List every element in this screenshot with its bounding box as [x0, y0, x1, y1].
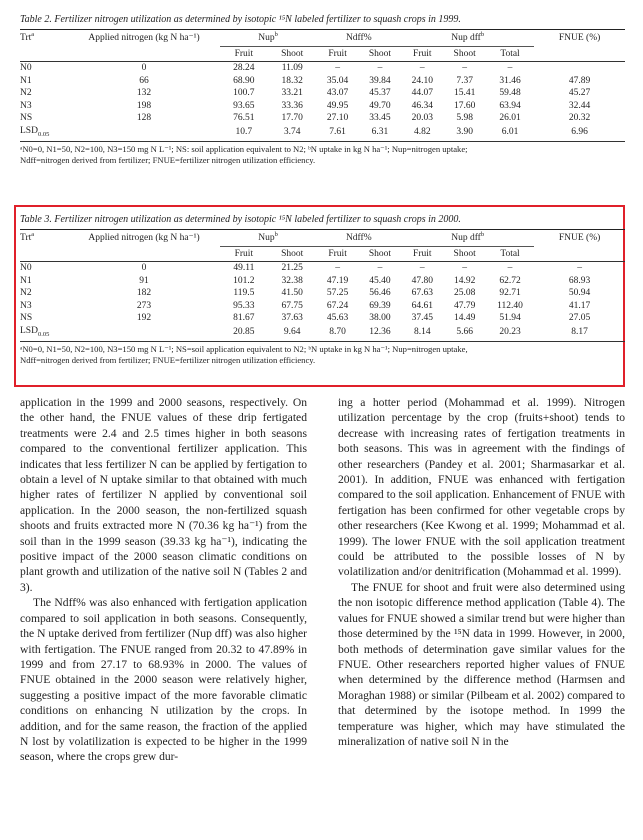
table-cell: 44.07: [411, 88, 433, 98]
table-cell: 15.41: [453, 88, 476, 98]
header-trt: Trt$^a$: [20, 31, 35, 44]
table-cell: 182: [136, 288, 152, 298]
table-cell: 62.72: [499, 275, 521, 286]
table-cell: 11.09: [281, 63, 303, 73]
table-cell: 6.96: [571, 127, 588, 138]
header-fnue: FNUE (%): [558, 33, 601, 44]
table-cell: 27.05: [568, 313, 591, 323]
table-2-title: Fertilizer nitrogen utilization as determined by isotopic ¹⁵N labeled fertilizer to squash crops in 1999.: [54, 14, 461, 25]
table-cell: 93.65: [233, 100, 255, 111]
table-cell: 49.11: [233, 263, 255, 273]
header-ndff: Ndff%: [316, 30, 401, 47]
header-shoot: Shoot: [268, 247, 316, 262]
table-row: [20, 125, 625, 141]
row-label: N0: [20, 63, 32, 73]
table-cell: 95.33: [233, 300, 255, 311]
table-cell: 6.01: [501, 127, 519, 138]
body-paragraph: The Ndff% was also enhanced with fertigation application compared to soil application in both seasons. Consequently, the N uptake derived from fertilizer (Nup dff) was also higher with fertigation. The FNUE ranged from 20.32 to 47.89% in 1999 and from 27.17 to 68.93% in 2000. The values of FNUE obtained in the 2000 season were relatively higher, suggesting a positive impact of the more favorable climatic conditions on enhancing N utilization by the crops. In addition, and for the same reason, the fraction of the applied N lost by volatilization is expected to be higher in the 1999 season, where the crops grew dur-: [20, 596, 307, 764]
table-cell: –: [419, 63, 425, 73]
table-2-caption: [20, 10, 625, 26]
header-nupdff: Nup dff$^b$: [401, 30, 534, 47]
table-cell: 33.36: [281, 100, 303, 111]
row-label: $LSD_{0.05}$: [20, 125, 50, 138]
body-column-right: [338, 395, 625, 749]
table-cell: 18.32: [281, 75, 303, 86]
table-cell: 59.48: [499, 88, 521, 98]
table-cell: 35.04: [326, 75, 349, 86]
header-fruit: Fruit: [220, 47, 268, 62]
table-row: [20, 275, 625, 288]
table-cell: 47.79: [453, 300, 476, 311]
table-cell: 47.89: [568, 75, 591, 86]
row-label: NS: [20, 313, 33, 323]
table-cell: 17.70: [281, 113, 303, 123]
table-3-footnote-line2: Ndff=nitrogen derived from fertilizer; FNUE=fertilizer nitrogen utilization efficiency.: [20, 354, 316, 365]
table-cell: 32.44: [568, 100, 591, 111]
table-cell: 17.60: [453, 100, 476, 111]
table-cell: [68, 325, 219, 341]
table-row: [20, 300, 625, 313]
header-fruit: Fruit: [401, 47, 443, 62]
table-cell: 112.40: [497, 300, 523, 311]
table-cell: 68.90: [233, 75, 255, 86]
table-row: [20, 262, 625, 275]
header-fruit: Fruit: [316, 247, 358, 262]
body-column-left: [20, 395, 307, 765]
table-cell: 27.10: [326, 113, 349, 123]
body-paragraph: ing a hotter period (Mohammad et al. 1999). Nitrogen utilization percentage by the crop (fruits+shoot) tends to decrease with increasing rates of fertigation treatments in both seasons. This was in agreement with the findings of other researchers (Pandey et al. 2001; Sharmasarkar et al. 2001). In addition, FNUE was enhanced with fertigation compared to the soil application. Enhancement of FNUE with fertigation has been confirmed for other vegetable crops by other researchers (Kee Kwong et al. 1999; Mohammad et al. 1999). The lower FNUE with the soil application treatment could be attributed to the possible losses of N by volatilization and/or denitrification (Mohammad et al. 1999).: [338, 396, 625, 579]
table-cell: 39.84: [369, 75, 391, 86]
table-cell: 68.93: [568, 275, 591, 286]
header-total: Total: [486, 247, 534, 262]
table-3: [20, 210, 625, 366]
table-2-footnote-line1: ᵃN0=0, N1=50, N2=100, N3=150 mg N L⁻¹; NS: soil application equivalent to N2; ᵇN uptake in kg N ha⁻¹; Nup=nitrogen uptake;: [20, 143, 468, 154]
table-cell: 5.66: [456, 327, 473, 338]
table-cell: –: [377, 263, 383, 273]
row-label: $LSD_{0.05}$: [20, 325, 50, 338]
table-cell: 45.63: [326, 313, 349, 323]
table-cell: 26.01: [499, 113, 521, 123]
table-cell: –: [577, 263, 582, 273]
table-cell: [68, 125, 219, 141]
header-fruit: Fruit: [401, 247, 443, 262]
row-label: N1: [20, 275, 32, 286]
header-applied: Applied nitrogen (kg N ha⁻¹): [88, 33, 200, 44]
table-row: [20, 100, 625, 113]
header-shoot: Shoot: [359, 247, 401, 262]
table-2-body: [20, 62, 625, 141]
table-cell: –: [462, 263, 468, 273]
table-cell: 45.40: [369, 275, 391, 286]
header-shoot: Shoot: [359, 47, 401, 62]
table-row: [20, 112, 625, 125]
row-label: N1: [20, 75, 32, 86]
table-cell: 46.34: [411, 100, 433, 111]
table-cell: 21.25: [281, 263, 303, 273]
table-cell: 81.67: [233, 313, 255, 323]
table-cell: 3.74: [283, 127, 301, 138]
table-3-grid: [20, 230, 625, 341]
table-cell: 119.5: [233, 288, 255, 298]
table-cell: 51.94: [499, 313, 521, 323]
table-cell: 24.10: [411, 75, 433, 86]
table-cell: 67.63: [411, 288, 433, 298]
table-cell: 3.90: [456, 127, 473, 138]
table-cell: 20.03: [411, 113, 433, 123]
header-total: Total: [486, 47, 534, 62]
header-fnue: FNUE (%): [558, 233, 601, 244]
table-cell: 10.7: [235, 127, 253, 138]
table-cell: 7.61: [329, 127, 346, 138]
table-cell: –: [335, 263, 340, 273]
header-fruit: Fruit: [316, 47, 358, 62]
header-fruit: Fruit: [220, 247, 268, 262]
table-cell: 28.24: [233, 63, 255, 73]
table-cell: 20.85: [233, 327, 255, 338]
table-cell: 9.64: [283, 327, 301, 338]
table-cell: 0: [141, 63, 147, 73]
table-cell: [534, 62, 625, 75]
table-cell: 7.37: [456, 75, 473, 86]
table-2-label: Table 2.: [20, 14, 52, 25]
table-2-footnote: [20, 144, 625, 166]
table-cell: 12.36: [369, 327, 391, 338]
table-cell: 50.94: [568, 288, 591, 298]
table-cell: 64.61: [411, 300, 433, 311]
header-nup: Nup$^b$: [220, 30, 317, 47]
table-row: [20, 75, 625, 88]
header-shoot: Shoot: [443, 47, 485, 62]
table-cell: 33.45: [369, 113, 391, 123]
table-cell: 5.98: [456, 113, 473, 123]
table-cell: 198: [136, 100, 152, 111]
table-cell: –: [462, 63, 468, 73]
table-cell: 49.95: [326, 100, 349, 111]
lsd-subscript: 0.05: [37, 130, 50, 138]
table-cell: 8.14: [413, 327, 431, 338]
table-3-footnote: [20, 344, 625, 366]
table-cell: 31.46: [499, 75, 521, 86]
table-cell: 132: [136, 88, 152, 98]
table-cell: 38.00: [369, 313, 391, 323]
table-2-footnote-line2: Ndff=nitrogen derived from fertilizer; FNUE=fertilizer nitrogen utilization efficiency.: [20, 154, 316, 165]
table-cell: 43.07: [326, 88, 349, 98]
table-cell: –: [419, 263, 425, 273]
table-cell: 37.63: [281, 313, 303, 323]
table-cell: 273: [136, 300, 152, 311]
lsd-subscript: 0.05: [37, 330, 50, 338]
table-cell: 56.46: [369, 288, 391, 298]
table-cell: 69.39: [369, 300, 391, 311]
table-cell: 14.92: [453, 275, 476, 286]
table-cell: 63.94: [499, 100, 521, 111]
table-cell: 66: [139, 75, 149, 86]
header-ndff: Ndff%: [316, 230, 401, 247]
table-cell: 45.37: [369, 88, 391, 98]
table-row: [20, 62, 625, 75]
table-cell: 47.80: [411, 275, 433, 286]
table-cell: 47.19: [326, 275, 349, 286]
table-3-body: [20, 262, 625, 341]
row-label: N0: [20, 263, 32, 273]
table-cell: 0: [141, 263, 147, 273]
table-cell: 192: [136, 313, 152, 323]
table-3-caption: [20, 210, 625, 226]
table-cell: 8.17: [571, 327, 588, 338]
row-label: NS: [20, 113, 33, 123]
header-applied: Applied nitrogen (kg N ha⁻¹): [88, 233, 200, 244]
table-cell: 4.82: [413, 127, 431, 138]
table-cell: 32.38: [281, 275, 303, 286]
table-cell: 20.32: [568, 113, 591, 123]
table-cell: 6.31: [371, 127, 389, 138]
table-cell: –: [507, 263, 513, 273]
body-paragraph: The FNUE for shoot and fruit were also determined using the non isotopic difference method application (Table 4). The values for FNUE showed a similar trend but were higher than those determined by the ¹⁵N data in 1999. However, in 2000, both methods of determination gave similar values for the FNUE. Other researchers reported higher values of FNUE when determined by the difference method (Harmsen and Moraghan 1988) or similar (Pilbeam et al. 2002) compared to that determined by the isotope method. In 1999 the temperature was higher, which may have stimulated the mineralization of native soil N in the: [338, 580, 625, 748]
table-2: [20, 10, 625, 166]
table-cell: –: [507, 63, 513, 73]
table-cell: 101.2: [233, 275, 255, 286]
table-3-footnote-line1: ᵃN0=0, N1=50, N2=100, N3=150 mg N L⁻¹; NS=soil application equivalent to N2; ᵇN uptake in kg N ha⁻¹; Nup=nitrogen uptake,: [20, 343, 468, 354]
table-2-grid: [20, 30, 625, 141]
table-cell: 14.49: [453, 313, 476, 323]
table-row: [20, 87, 625, 100]
table-3-title: Fertilizer nitrogen utilization as determined by isotopic ¹⁵N labeled fertilizer to squash crops in 2000.: [54, 214, 461, 225]
header-nupdff: Nup dff$^b$: [401, 230, 534, 247]
table-row: [20, 325, 625, 341]
table-cell: 57.25: [326, 288, 349, 298]
header-shoot: Shoot: [443, 247, 485, 262]
table-cell: –: [335, 63, 340, 73]
table-cell: 91: [139, 275, 149, 286]
header-shoot: Shoot: [268, 47, 316, 62]
table-row: [20, 312, 625, 325]
table-cell: 20.23: [499, 327, 521, 338]
table-cell: 92.71: [499, 288, 521, 298]
table-cell: 8.70: [329, 327, 346, 338]
table-cell: 76.51: [233, 113, 255, 123]
row-label: N3: [20, 300, 32, 311]
table-cell: 41.17: [568, 300, 591, 311]
table-cell: –: [377, 63, 383, 73]
header-trt: Trt$^a$: [20, 231, 35, 244]
body-paragraph: application in the 1999 and 2000 seasons, respectively. On the other hand, the FNUE values of these drip fertigated treatments were 2.4 and 2.5 times higher in both seasons compared to the conventional fertilizer application. This indicates that less fertilizer N can be applied by fertigation to obtain a level of N uptake similar to that obtained with much higher rates of fertilizer N applied by conventional soil application. In the 2000 season, the non-fertilized squash shoots and fruits extracted more N (70.36 kg ha⁻¹) from the soil than in the 1999 season (39.33 kg ha⁻¹), indicating the positive impact of the 2000 season climatic conditions on plant growth and utilization of the native soil N (Tables 2 and 3).: [20, 396, 307, 594]
table-cell: 67.75: [281, 300, 303, 311]
row-label: N2: [20, 88, 32, 98]
table-3-label: Table 3.: [20, 214, 52, 225]
table-cell: 33.21: [281, 88, 303, 98]
table-row: [20, 287, 625, 300]
row-label: N3: [20, 100, 32, 111]
table-cell: 25.08: [453, 288, 476, 298]
table-cell: 49.70: [369, 100, 391, 111]
table-cell: 67.24: [326, 300, 349, 311]
table-cell: 45.27: [568, 88, 591, 98]
header-nup: Nup$^b$: [220, 230, 317, 247]
table-cell: 41.50: [281, 288, 303, 298]
table-cell: 37.45: [411, 313, 433, 323]
row-label: N2: [20, 288, 32, 298]
table-cell: 100.7: [233, 88, 255, 98]
table-cell: 128: [136, 113, 152, 123]
